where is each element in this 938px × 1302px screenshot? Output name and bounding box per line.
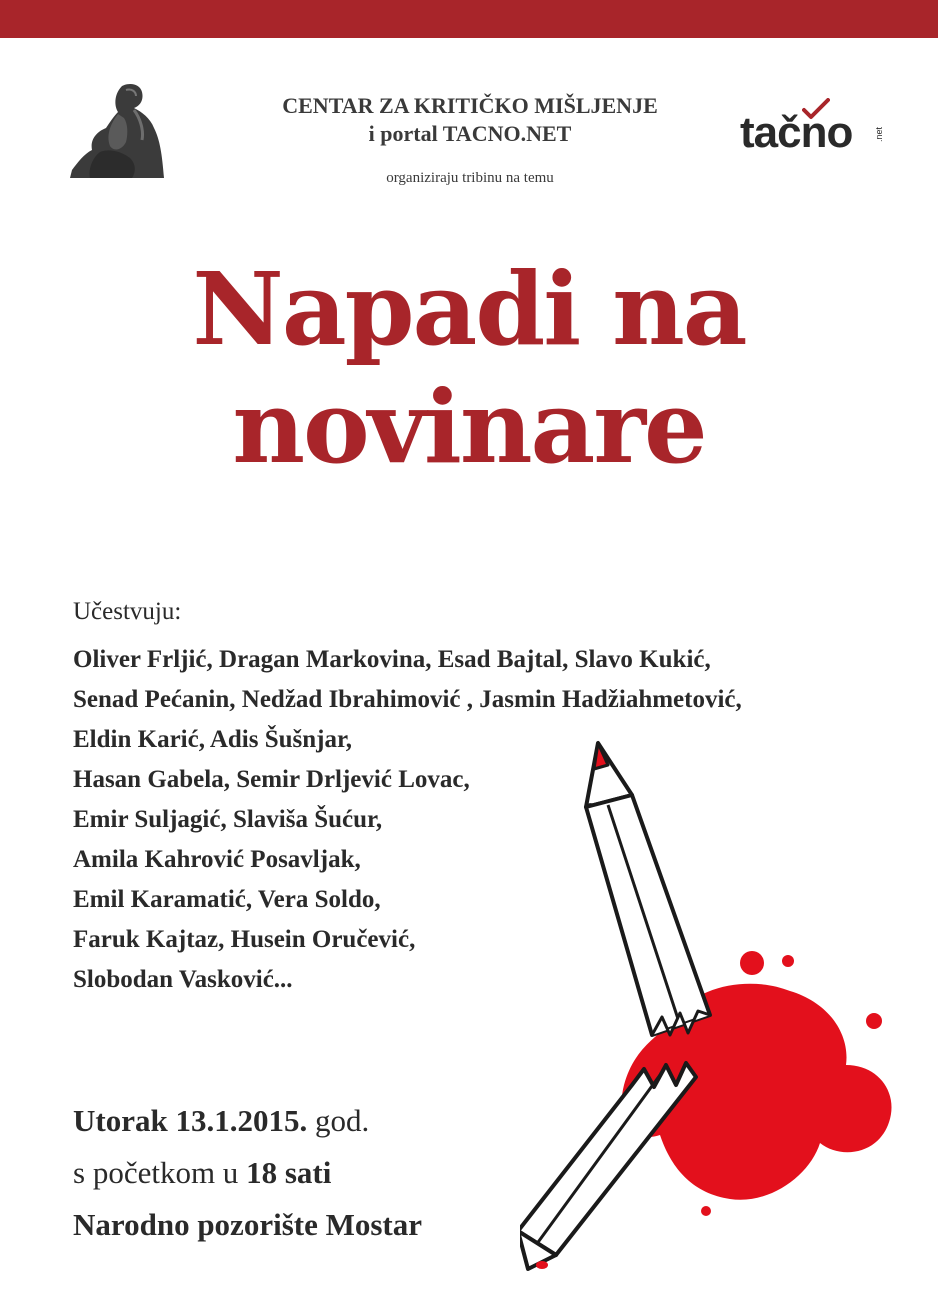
organizer-block: [200, 92, 740, 187]
participants-label: Učestvuju:: [73, 598, 182, 625]
event-details: [73, 1095, 422, 1251]
event-date: Utorak 13.1.2015.: [73, 1103, 308, 1138]
title-line-1: Napadi na: [192, 250, 746, 368]
participants-line: Oliver Frljić, Dragan Markovina, Esad Bajtal, Slavo Kukić,: [73, 646, 711, 673]
pencil-upper-piece: [586, 743, 710, 1035]
organizer-line-3: organiziraju tribinu na temu: [386, 170, 554, 186]
participants-line: Amila Kahrović Posavljak,: [73, 846, 361, 873]
organizer-line-1: CENTAR ZA KRITIČKO MIŠLJENJE: [282, 93, 658, 118]
participants-line: Eldin Karić, Adis Šušnjar,: [73, 726, 353, 753]
logo-text: tačno: [740, 108, 853, 157]
event-time-line: [73, 1147, 422, 1199]
thinker-statue-image: [70, 78, 170, 180]
pencil-lower-piece: [520, 1063, 696, 1269]
event-date-suffix: god.: [307, 1103, 370, 1138]
title-line-2: novinare: [232, 368, 706, 486]
tacno-logo: [740, 98, 900, 162]
participants-line: Emir Suljagić, Slaviša Šućur,: [73, 806, 383, 833]
participants-line: Senad Pećanin, Nedžad Ibrahimović , Jasmin Hadžiahmetović,: [73, 686, 742, 713]
event-venue-line: [73, 1199, 422, 1251]
broken-pencil-illustration: [520, 735, 920, 1295]
poster-title: [0, 250, 938, 486]
event-time: 18 sati: [246, 1155, 332, 1190]
participants-line: Hasan Gabela, Semir Drljević Lovac,: [73, 766, 470, 793]
logo-suffix: .net: [874, 126, 884, 142]
event-date-line: [73, 1095, 422, 1147]
event-time-prefix: s početkom u: [73, 1155, 247, 1190]
participants-line: Slobodan Vasković...: [73, 966, 293, 993]
top-banner-bar: [0, 0, 938, 38]
organizer-line-2: i portal TACNO.NET: [368, 121, 572, 146]
participants-line: Emil Karamatić, Vera Soldo,: [73, 886, 381, 913]
event-venue: Narodno pozorište Mostar: [73, 1207, 422, 1242]
participants-line: Faruk Kajtaz, Husein Oručević,: [73, 926, 416, 953]
